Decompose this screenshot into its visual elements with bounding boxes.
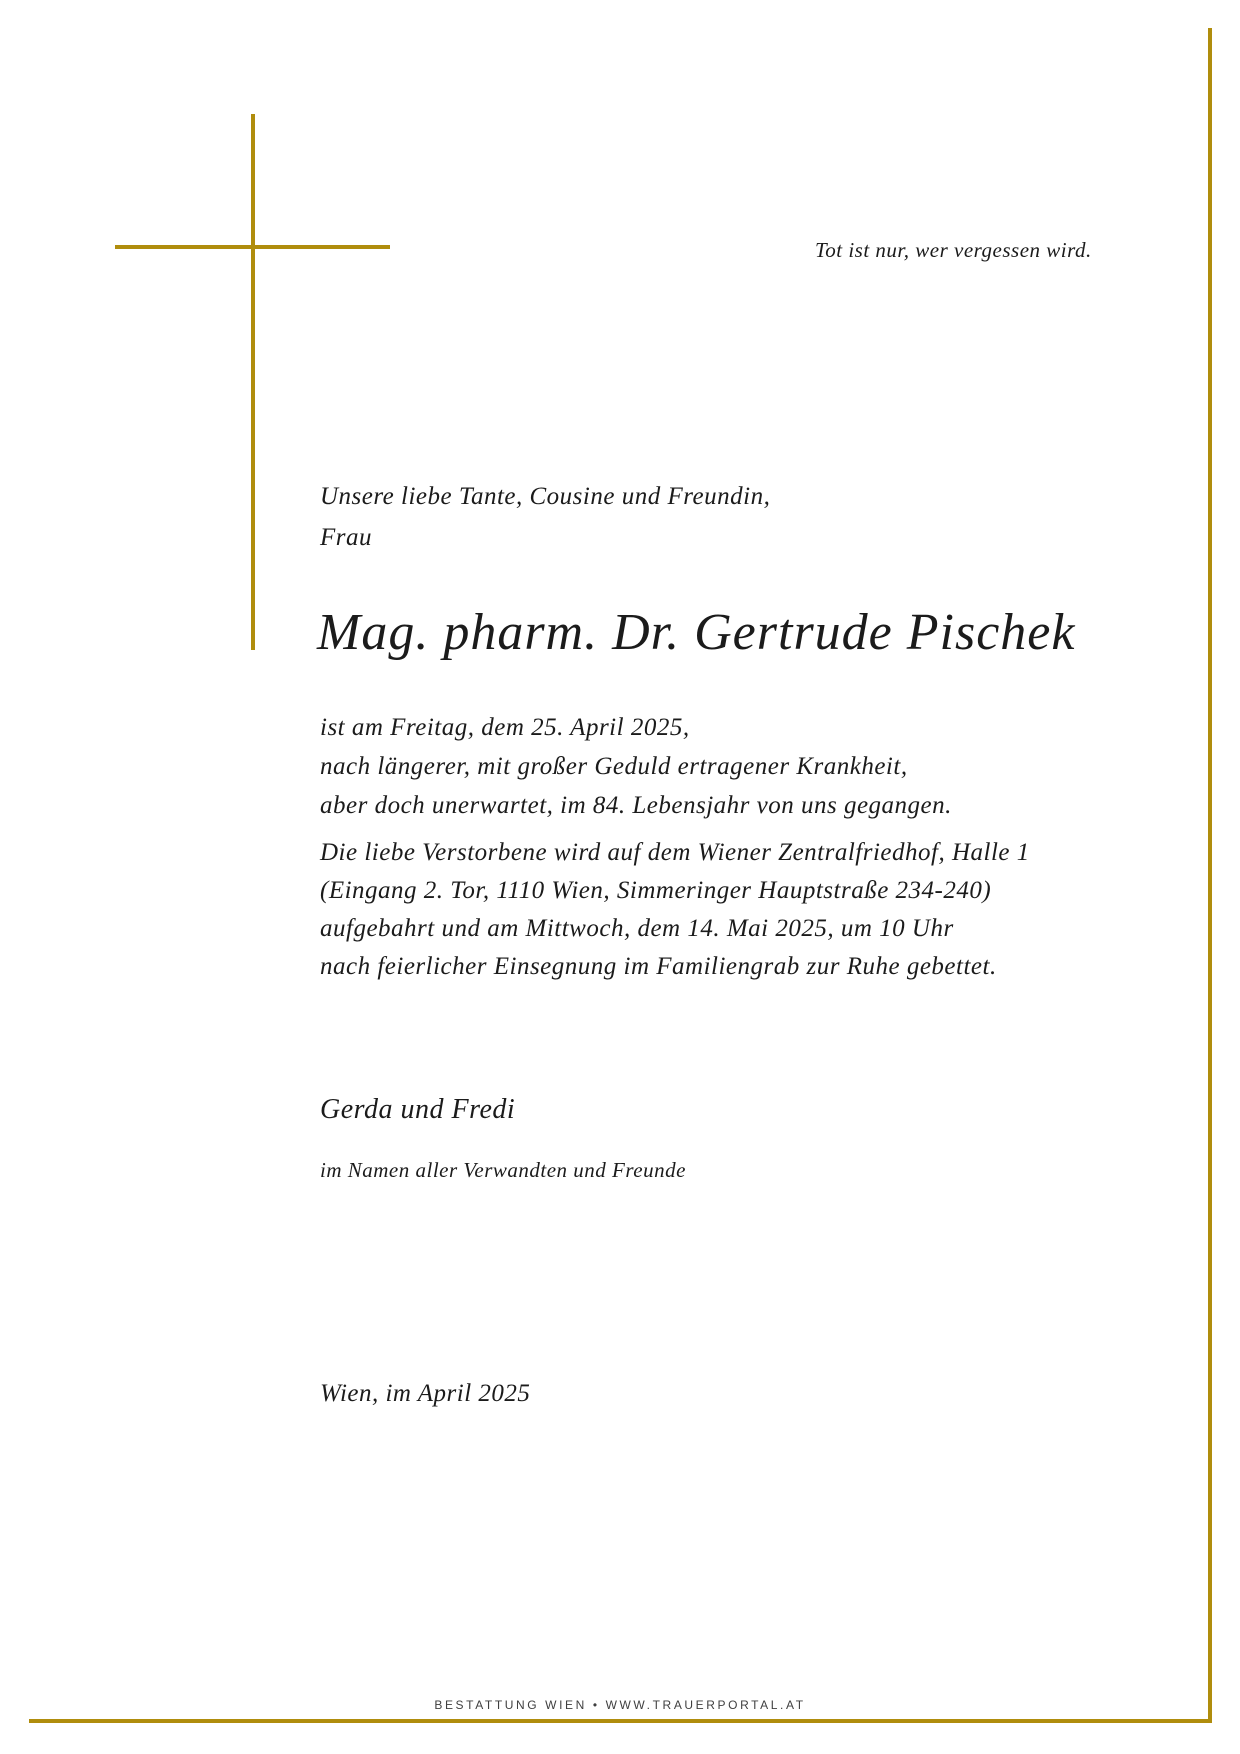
obituary-line: ist am Freitag, dem 25. April 2025, — [320, 714, 690, 741]
cross-vertical-bar — [251, 114, 255, 650]
obituary-line: nach längerer, mit großer Geduld ertragener Krankheit, — [320, 753, 908, 780]
obituary-line: Die liebe Verstorbene wird auf dem Wiener Zentralfriedhof, Halle 1 — [320, 839, 1030, 866]
salutation-line-1: Unsere liebe Tante, Cousine und Freundin, — [320, 483, 771, 510]
obituary-line: (Eingang 2. Tor, 1110 Wien, Simmeringer Hauptstraße 234-240) — [320, 877, 992, 904]
memorial-quote: Tot ist nur, wer vergessen wird. — [815, 238, 1092, 262]
deceased-name: Mag. pharm. Dr. Gertrude Pischek — [317, 604, 1076, 661]
mourners-names: Gerda und Fredi — [320, 1094, 516, 1125]
obituary-paragraph-2 — [320, 834, 1030, 986]
obituary-line: aufgebahrt und am Mittwoch, dem 14. Mai 2025, um 10 Uhr — [320, 915, 954, 942]
gold-border-bottom — [29, 1719, 1212, 1723]
cross-horizontal-bar — [115, 245, 390, 249]
gold-border-right — [1208, 28, 1212, 1723]
mourners-note: im Namen aller Verwandten und Freunde — [320, 1158, 686, 1182]
obituary-paragraph-1 — [320, 708, 952, 825]
obituary-line: aber doch unerwartet, im 84. Lebensjahr von uns gegangen. — [320, 792, 952, 819]
footer-text: BESTATTUNG WIEN • WWW.TRAUERPORTAL.AT — [434, 1698, 806, 1712]
place-and-date: Wien, im April 2025 — [320, 1380, 531, 1407]
salutation-line-2: Frau — [320, 524, 372, 551]
obituary-line: nach feierlicher Einsegnung im Familiengrab zur Ruhe gebettet. — [320, 953, 997, 980]
